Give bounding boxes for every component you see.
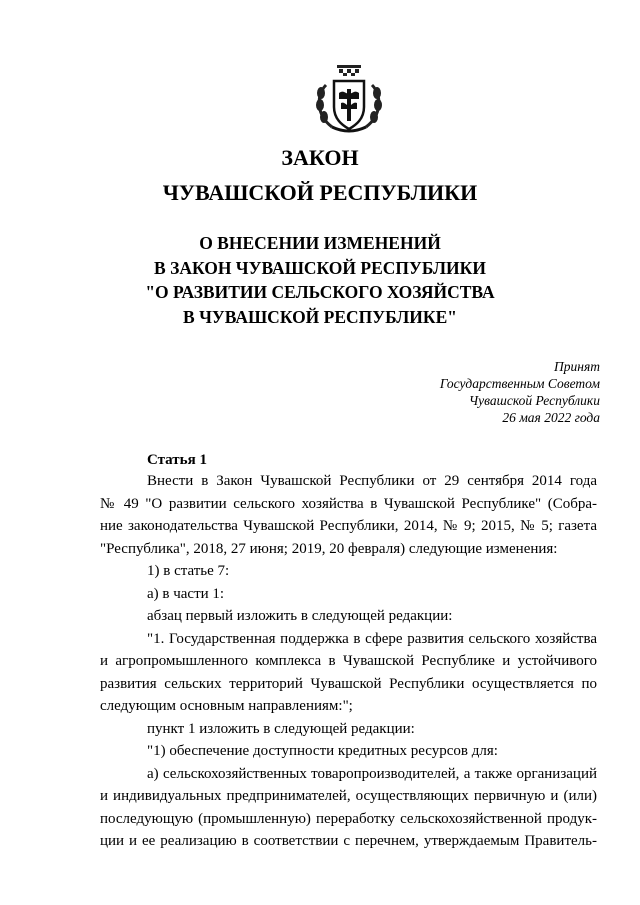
adoption-date: 26 мая 2022 года xyxy=(502,410,600,425)
text-line: Внести в Закон Чувашской Республики от 29 сентября 2014 года xyxy=(147,473,597,489)
text-line: 1) в статье 7: xyxy=(147,563,230,579)
text-line: абзац первый изложить в следующей редакции: xyxy=(147,608,453,624)
subtitle-line: В ЗАКОН ЧУВАШСКОЙ РЕСПУБЛИКИ xyxy=(154,257,486,278)
text-line: развития сельских территорий Чувашской Республики осуществляется по xyxy=(100,675,597,692)
subtitle-line: О ВНЕСЕНИИ ИЗМЕНЕНИЙ xyxy=(199,233,441,253)
text-line: последующую (промышленную) переработку сельскохозяйственной продук- xyxy=(100,810,597,827)
article-body xyxy=(100,470,597,853)
text-line: следующим основным направлениям:"; xyxy=(100,698,353,714)
chuvash-coat-of-arms-icon xyxy=(312,63,386,135)
adoption-line: Государственным Советом xyxy=(439,376,600,391)
text-line: пункт 1 изложить в следующей редакции: xyxy=(147,720,415,737)
text-line: ние законодательства Чувашской Республики, 2014, № 9; 2015, № 5; газета xyxy=(100,518,597,534)
subtitle-line: "О РАЗВИТИИ СЕЛЬСКОГО ХОЗЯЙСТВА xyxy=(145,282,495,302)
text-line: "1) обеспечение доступности кредитных ресурсов для: xyxy=(147,743,498,759)
text-line: а) сельскохозяйственных товаропроизводителей, а также организаций xyxy=(147,765,597,782)
text-line: "1. Государственная поддержка в сфере развития сельского хозяйства xyxy=(147,630,597,647)
text-line: № 49 "О развитии сельского хозяйства в Чувашской Республике" (Собра- xyxy=(100,495,597,512)
law-title-republic: ЧУВАШСКОЙ РЕСПУБЛИКИ xyxy=(162,180,478,205)
text-line: и агропромышленного комплекса в Чувашской Республике и устойчивого xyxy=(100,653,597,669)
text-line: "Республика", 2018, 27 июня; 2019, 20 февраля) следующие изменения: xyxy=(100,540,558,557)
text-line: а) в части 1: xyxy=(147,585,225,602)
text-line: и индивидуальных предпринимателей, осуществляющих первичную и (или) xyxy=(100,788,597,804)
text-line: ции и ее реализацию в соответствии с перечнем, утверждаемым Правитель- xyxy=(100,833,597,849)
adoption-line: Чувашской Республики xyxy=(468,393,600,408)
adoption-line: Принят xyxy=(554,359,600,374)
law-title: ЗАКОН xyxy=(281,145,359,170)
article-heading: Статья 1 xyxy=(147,452,207,468)
subtitle-line: В ЧУВАШСКОЙ РЕСПУБЛИКЕ" xyxy=(183,306,457,327)
law-subtitle xyxy=(0,231,640,329)
adoption-note xyxy=(380,358,600,426)
